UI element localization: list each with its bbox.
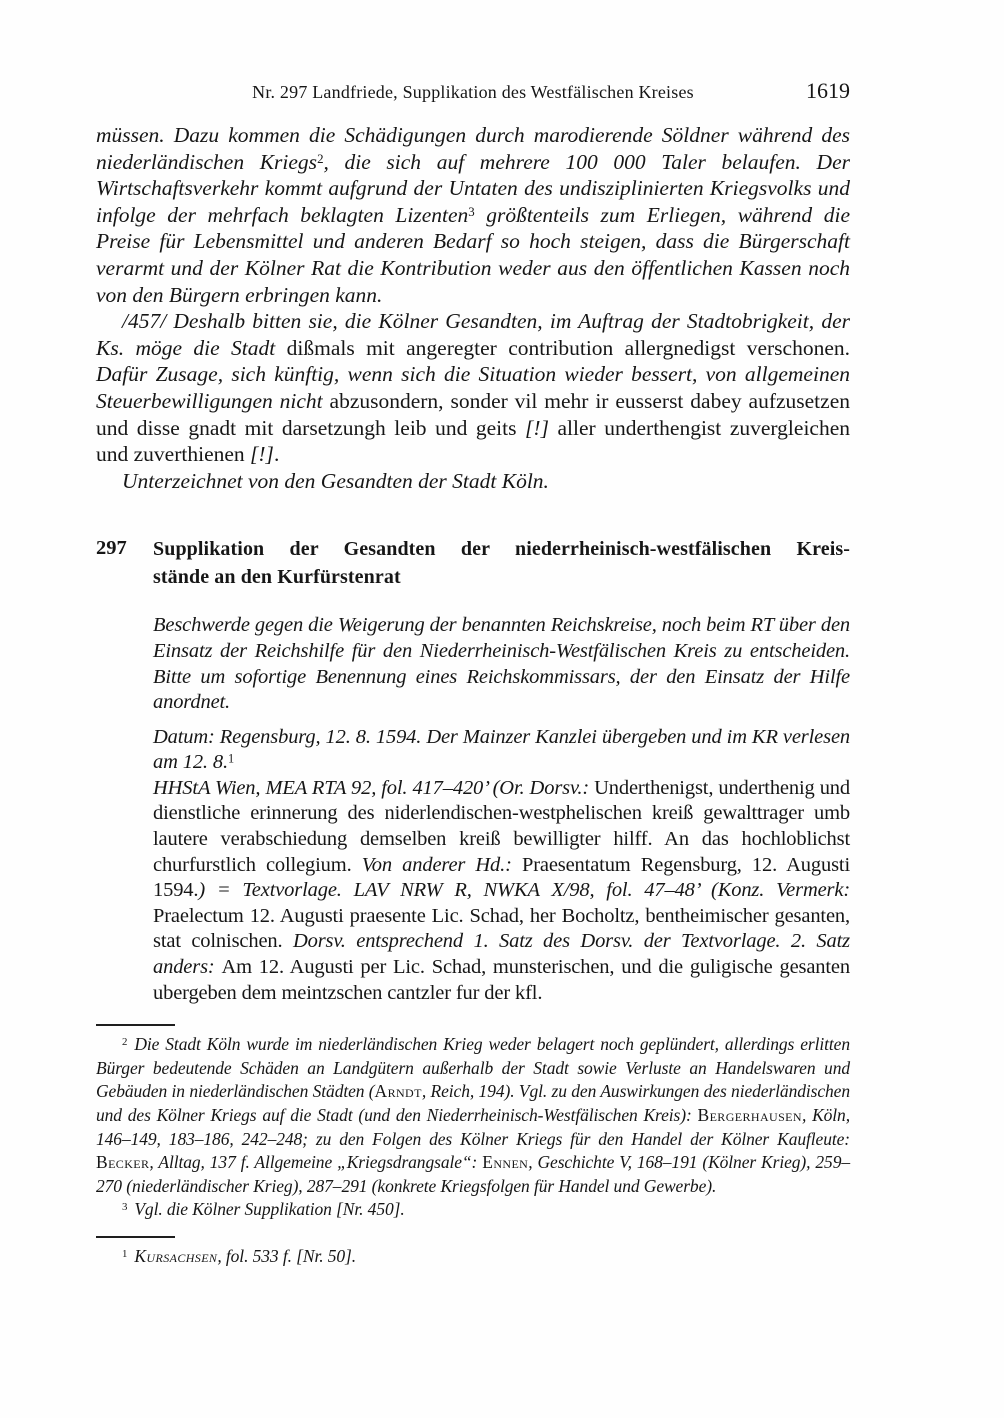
quoted-source-text: Praesentatum Regensburg, 12. Augusti 1594. — [153, 853, 850, 902]
text-run: Dafür Zusage, sich künftig, wenn sich die Situation wieder bessert, von allgemeinen Steuerbewilligungen nicht — [96, 362, 850, 413]
text-run: . — [273, 442, 280, 467]
footnote-1 — [96, 1245, 850, 1269]
running-title: Nr. 297 Landfriede, Supplikation des Westfälischen Kreises — [252, 82, 694, 102]
text-run: , Reich, 194). Vgl. zu den Auswirkungen des niederländischen und des Kölner Kriegs auf die Stadt (und den Niederrheinisch-Westfälischen Kreis): — [96, 1081, 850, 1125]
author-name: Becker — [96, 1152, 150, 1173]
entry-number: 297 — [96, 537, 127, 560]
quoted-source-text: Praelectum 12. Augusti praesente Lic. Schad, her Bocholtz, bentheimischer gesanten, stat colnischen. — [153, 904, 850, 953]
text-run: /457/ Deshalb bitten sie, die Kölner Gesandten, im Auftrag der Stadtobrigkeit, der Ks. möge die Stadt — [96, 309, 850, 360]
quoted-source-text: abzusondern, sonder vil mehr ir eusserst dabey aufzusetzen und disse gnadt mit darsetzungh leib und geits — [96, 388, 850, 440]
quoted-source-text: dißmals mit angeregter contribution allergnedigst verschonen. — [275, 335, 850, 360]
footnote-marker-3: 3 — [122, 1200, 128, 1213]
text-run: größtenteils zum Erliegen, während die Preise für Lebensmittel und anderen Bedarf so hoch steigen, dass die Bürgerschaft verarmt und der Kölner Rat die Kontribution weder aus den öffentlichen Kassen noch von den Bürgern erbringen kann. — [96, 202, 850, 307]
paragraph-signature: Unterzeichnet von den Gesandten der Stadt Köln. — [122, 468, 549, 493]
quoted-source-text: Underthenigst, underthenig und dienstliche erinnerung des niderlendischen-westphelischen kreiß gewalttrager umb lautere verabschiedung demselben kreiß bewilligter hilff. An das hochloblichst churfurstlich collegium. — [153, 776, 850, 876]
entry-provenance — [153, 776, 850, 1006]
entry-datum — [153, 725, 850, 776]
text-run: Vgl. die Kölner Supplikation [Nr. 450]. — [134, 1199, 405, 1220]
text-run: , die sich auf mehrere 100 000 Taler belaufen. Der Wirtschaftsverkehr kommt aufgrund der Untaten des undisziplinierten Kriegsvolks und infolge der mehrfach beklagten Lizenten — [96, 149, 850, 227]
page-number: 1619 — [806, 78, 850, 103]
footnote-rule — [96, 1024, 175, 1026]
paragraph-petition — [96, 308, 850, 468]
text-run: , Alltag, 137 f. Allgemeine „Kriegsdrangsale“: — [149, 1152, 483, 1173]
text-column — [96, 78, 850, 1269]
footnote-ref-1: 1 — [227, 751, 234, 766]
footnote-marker-1: 1 — [122, 1247, 128, 1260]
footnote-2 — [96, 1033, 850, 1198]
footnote-ref-2: 2 — [317, 151, 324, 166]
source-name: Kursachsen — [134, 1245, 218, 1266]
running-header — [96, 78, 850, 106]
sic-mark: [!] — [250, 442, 274, 467]
footnote-ref-3: 3 — [468, 204, 475, 219]
footnote-rule — [96, 1236, 175, 1238]
text-run: Die Stadt Köln wurde im niederländischen Krieg weder belagert noch geplündert, allerdings erlitten Bürger bedeutende Schäden an Landgütern außerhalb der Stadt sowie Verluste an Handelswaren und Gebäuden in niederländischen Städten ( — [96, 1034, 850, 1102]
footnotes-section — [96, 1024, 850, 1268]
text-run: , Köln, 146–149, 183–186, 242–248; zu den Folgen des Kölner Kriegs für den Handel der Kölner Kaufleute: — [96, 1105, 850, 1149]
entry-summary: Beschwerde gegen die Weigerung der benannten Reichskreise, noch beim RT über den Einsatz der Reichshilfe für den Niederrheinisch-Westfälischen Kreis zu entscheiden. Bitte um sofortige Benennung eines Reichskommissars, der den Einsatz der Hilfe anordnet. — [153, 614, 850, 714]
quoted-source-text: aller underthengist zuvergleichen und zuverthienen — [96, 415, 850, 467]
entry-title-line-1: Supplikation der Gesandten der niederrheinisch-westfälischen Kreis- — [153, 538, 850, 561]
author-name: Ennen — [482, 1152, 529, 1173]
archive-reference: HHStA Wien, MEA RTA 92, fol. 417–420’ (Or. Dorsv.: — [153, 776, 595, 799]
text-run: Datum: Regensburg, 12. 8. 1594. Der Mainzer Kanzlei übergeben und im KR verlesen am 12. 8. — [153, 725, 850, 774]
sic-mark: [!] — [525, 415, 549, 440]
entry-title — [153, 536, 850, 591]
text-run: , fol. 533 f. [Nr. 50]. — [217, 1245, 357, 1266]
text-run: müssen. Dazu kommen die Schädigungen durch marodierende Söldner während des niederländischen Kriegs — [96, 123, 850, 174]
quoted-source-text: Am 12. Augusti per Lic. Schad, munsterischen, und die guligische gesanten ubergeben dem meintzschen cantzler fur der kfl. — [153, 956, 850, 1004]
author-name: Bergerhausen — [697, 1105, 802, 1125]
entry-297 — [96, 536, 850, 591]
text-run: , Geschichte V, 168–191 (Kölner Krieg), 259–270 (niederländischer Krieg), 287–291 (konkrete Kriegsfolgen für Handel und Gewerbe). — [96, 1152, 850, 1196]
entry-title-line-2: stände an den Kurfürstenrat — [153, 565, 401, 588]
footnote-marker-2: 2 — [122, 1035, 128, 1048]
paragraph-continuation — [96, 122, 850, 308]
author-name: Arndt — [374, 1081, 422, 1102]
editorial-note: Dorsv. entsprechend 1. Satz des Dorsv. der Textvorlage. 2. Satz anders: — [153, 930, 851, 979]
archive-reference: ) = Textvorlage. LAV NRW R, NWKA X/98, fol. 47–48’ (Konz. Vermerk: — [198, 879, 850, 902]
footnote-3 — [96, 1198, 850, 1222]
editorial-note: Von anderer Hd.: — [361, 853, 522, 876]
